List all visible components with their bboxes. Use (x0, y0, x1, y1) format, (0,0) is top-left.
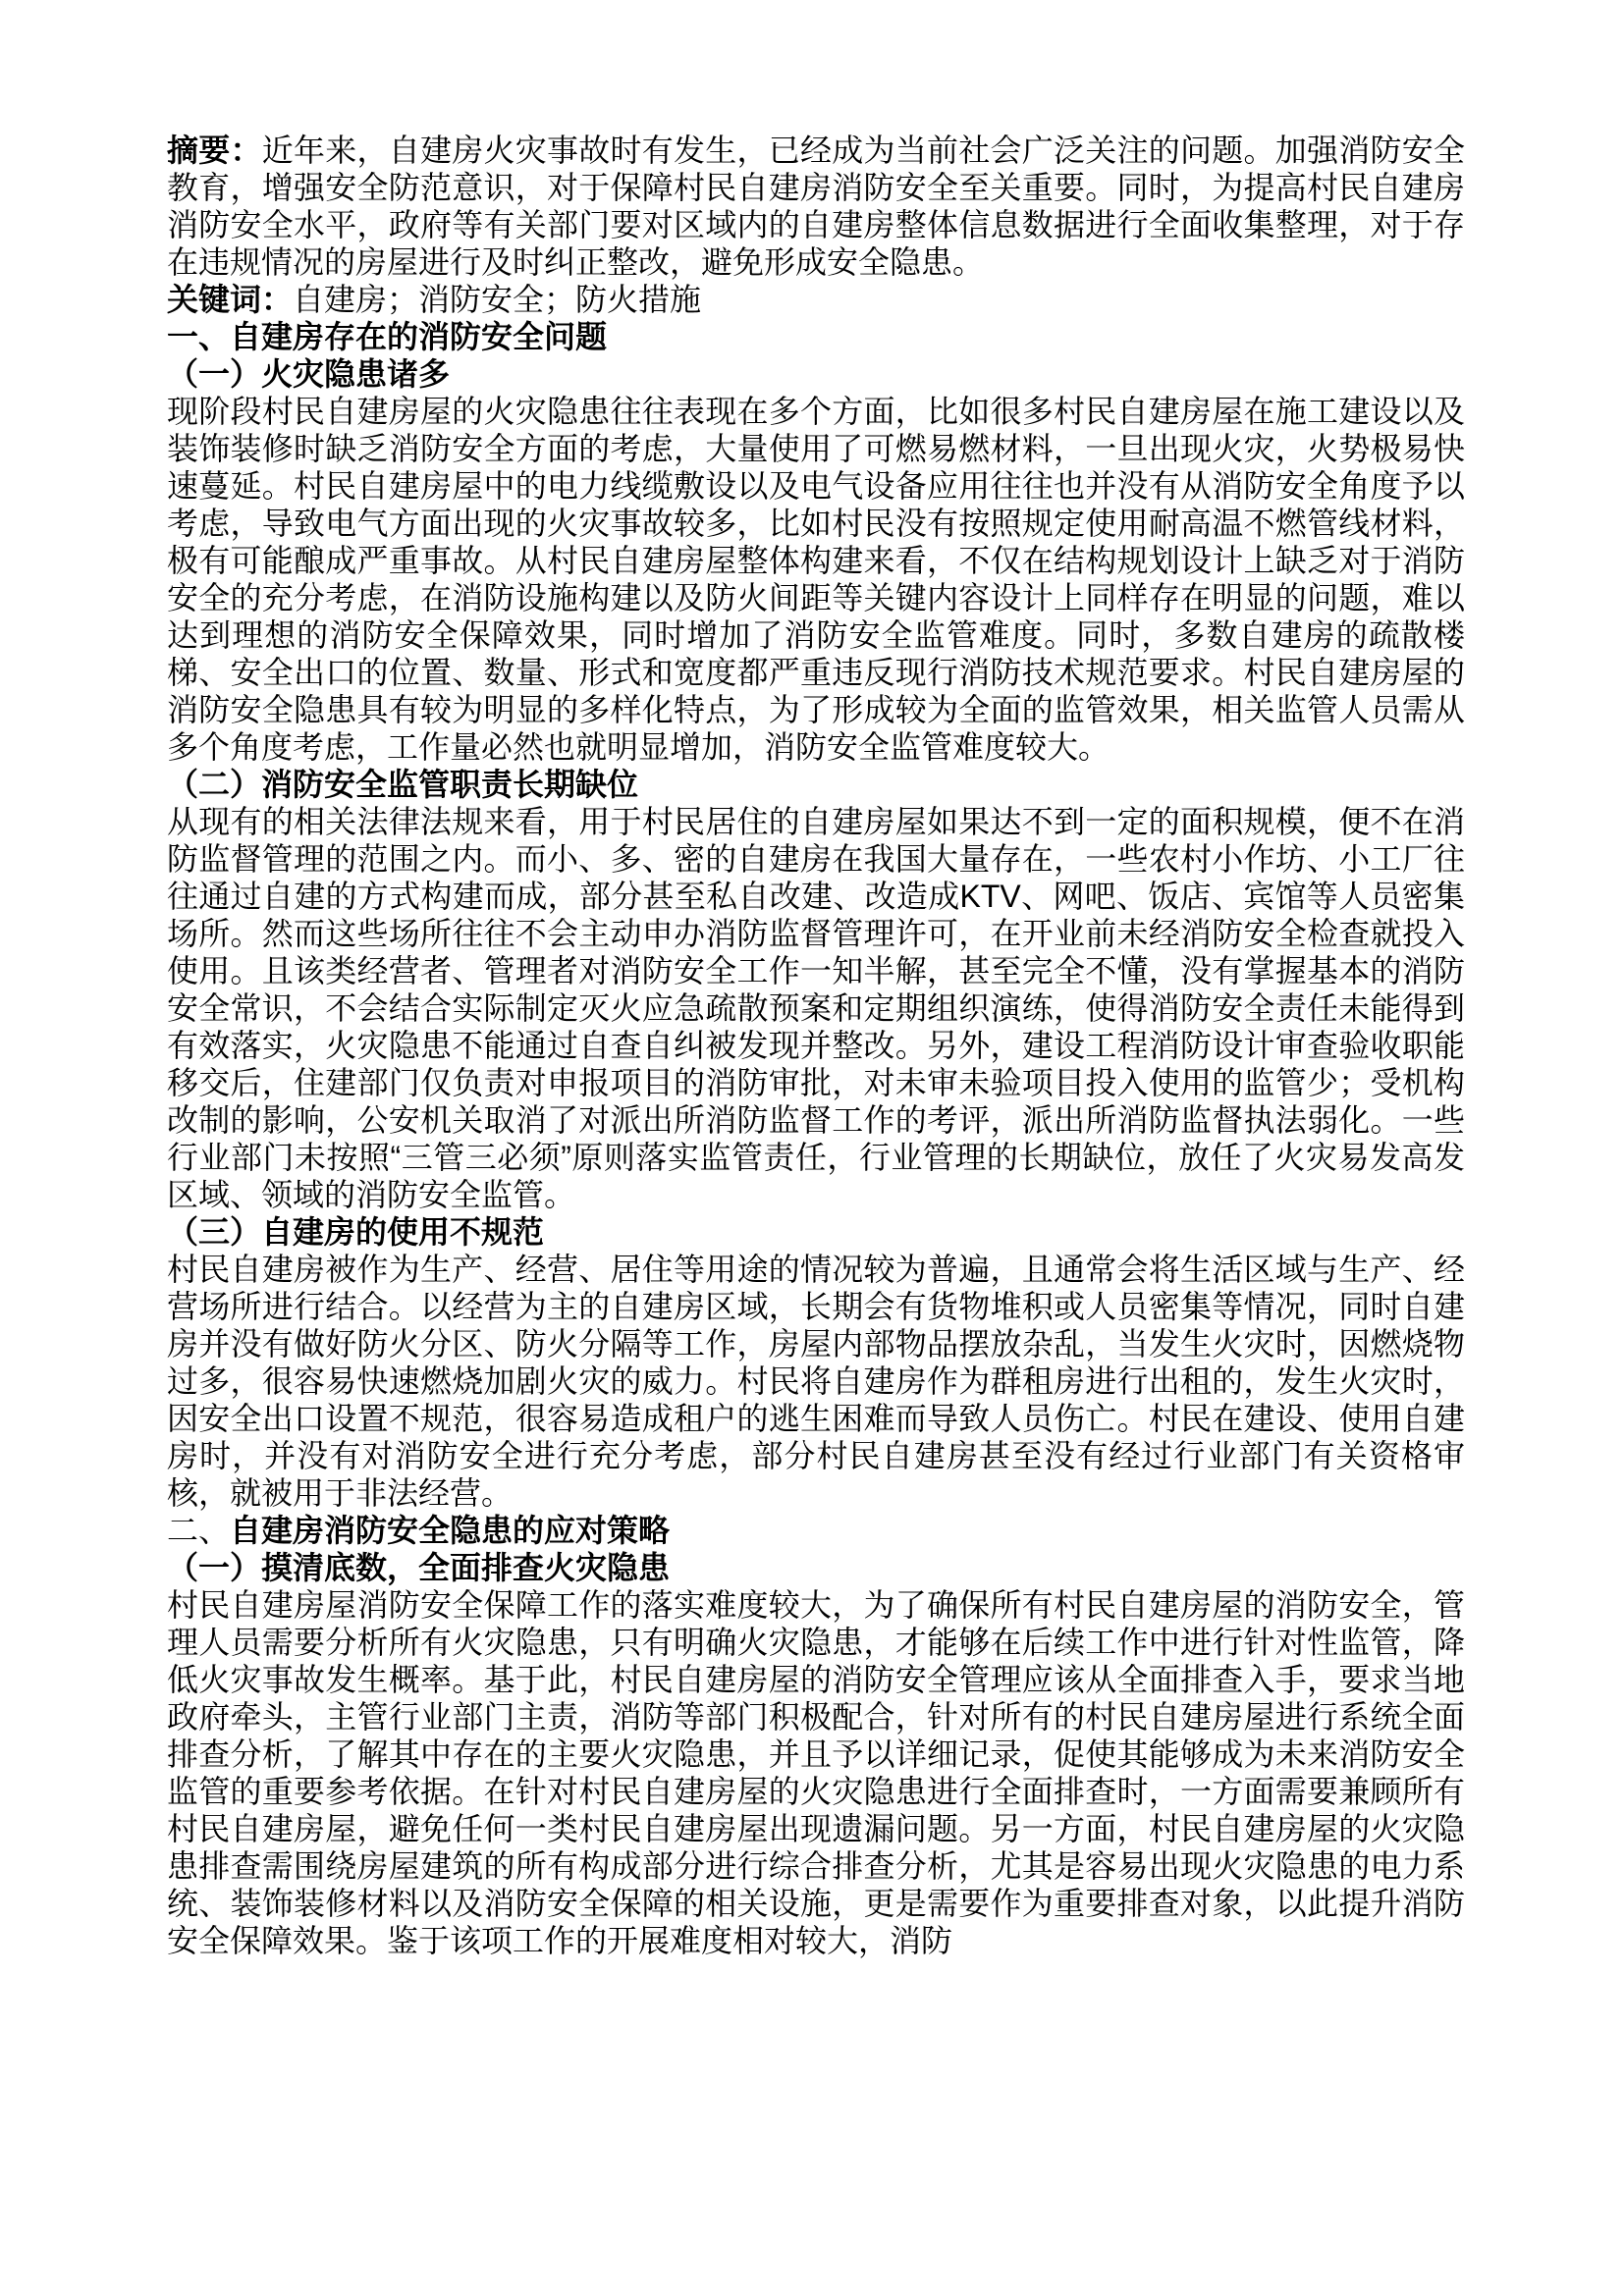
text-run: 现阶段村民自建房屋的火灾隐患往往表现在多个方面，比如很多村民自建房屋在施工建设以及装饰装修时缺乏消防安全方面的考虑，大量使用了可燃易燃材料，一旦出现火灾，火势极易快速蔓延。村民自建房屋中的电力线缆敷设以及电气设备应用往往也并没有从消防安全角度予以考虑，导致电气方面出现的火灾事故较多，比如村民没有按照规定使用耐高温不燃管线材料，极有可能酿成严重事故。从村民自建房屋整体构建来看，不仅在结构规划设计上缺乏对于消防安全的充分考虑，在消防设施构建以及防火间距等关键内容设计上同样存在明显的问题，难以达到理想的消防安全保障效果，同时增加了消防安全监管难度。同时，多数自建房的疏散楼梯、安全出口的位置、数量、形式和宽度都严重违反现行消防技术规范要求。村民自建房屋的消防安全隐患具有较为明显的多样化特点，为了形成较为全面的监管效果，相关监管人员需从多个角度考虑，工作量必然也就明显增加，消防安全监管难度较大。 (167, 394, 1465, 765)
text-run: 二、 (167, 1513, 231, 1548)
text-run: 从现有的相关法律法规来看，用于村民居住的自建房屋如果达不到一定的面积规模，便不在消防监督管理的范围之内。而小、多、密的自建房在我国大量存在，一些农村小作坊、小工厂往往通过自建的方式构建而成，部分甚至私自改建、改造成KTV、网吧、饭店、宾馆等人员密集场所。然而这些场所往往不会主动申办消防监督管理许可，在开业前未经消防安全检查就投入使用。且该类经营者、管理者对消防安全工作一知半解，甚至完全不懂，没有掌握基本的消防安全常识，不会结合实际制定灭火应急疏散预案和定期组织演练，使得消防安全责任未能得到有效落实，火灾隐患不能通过自查自纠被发现并整改。另外，建设工程消防设计审查验收职能移交后，住建部门仅负责对申报项目的消防审批，对未审未验项目投入使用的监管少；受机构改制的影响，公安机关取消了对派出所消防监督工作的考评，派出所消防监督执法弱化。一些行业部门未按照“三管三必须”原则落实监管责任，行业管理的长期缺位，放任了火灾易发高发区域、领域的消防安全监管。 (167, 804, 1465, 1212)
paragraph (167, 1586, 1465, 1959)
paragraph (167, 132, 1465, 281)
paragraph (167, 393, 1465, 766)
heading (167, 318, 1465, 355)
heading (167, 1213, 1465, 1251)
bold-text-run: （二）消防安全监管职责长期缺位 (167, 767, 639, 802)
bold-text-run: （一）火灾隐患诸多 (167, 356, 451, 392)
bold-text-run: 关键词： (167, 282, 294, 317)
bold-text-run: （三）自建房的使用不规范 (167, 1214, 545, 1250)
bold-text-run: 一、自建房存在的消防安全问题 (167, 319, 608, 354)
text-run: 村民自建房被作为生产、经营、居住等用途的情况较为普遍，且通常会将生活区域与生产、经营场所进行结合。以经营为主的自建房区域，长期会有货物堆积或人员密集等情况，同时自建房并没有做好防火分区、防火分隔等工作，房屋内部物品摆放杂乱，当发生火灾时，因燃烧物过多，很容易快速燃烧加剧火灾的威力。村民将自建房作为群租房进行出租的，发生火灾时，因安全出口设置不规范，很容易造成租户的逃生困难而导致人员伤亡。村民在建设、使用自建房时，并没有对消防安全进行充分考虑，部分村民自建房甚至没有经过行业部门有关资格审核，就被用于非法经营。 (167, 1252, 1465, 1511)
heading (167, 766, 1465, 803)
heading (167, 1512, 1465, 1549)
paragraph (167, 803, 1465, 1213)
bold-text-run: （一）摸清底数，全面排查火灾隐患 (167, 1550, 671, 1585)
document-content (167, 132, 1465, 1959)
heading (167, 355, 1465, 393)
bold-text-run: 自建房消防安全隐患的应对策略 (230, 1513, 671, 1548)
bold-text-run: 摘要： (167, 133, 262, 168)
heading (167, 1549, 1465, 1586)
paragraph (167, 281, 1465, 318)
text-run: 村民自建房屋消防安全保障工作的落实难度较大，为了确保所有村民自建房屋的消防安全，管理人员需要分析所有火灾隐患，只有明确火灾隐患，才能够在后续工作中进行针对性监管，降低火灾事故发生概率。基于此，村民自建房屋的消防安全管理应该从全面排查入手，要求当地政府牵头，主管行业部门主责，消防等部门积极配合，针对所有的村民自建房屋进行系统全面排查分析，了解其中存在的主要火灾隐患，并且予以详细记录，促使其能够成为未来消防安全监管的重要参考依据。在针对村民自建房屋的火灾隐患进行全面排查时，一方面需要兼顾所有村民自建房屋，避免任何一类村民自建房屋出现遗漏问题。另一方面，村民自建房屋的火灾隐患排查需围绕房屋建筑的所有构成部分进行综合排查分析，尤其是容易出现火灾隐患的电力系统、装饰装修材料以及消防安全保障的相关设施，更是需要作为重要排查对象，以此提升消防安全保障效果。鉴于该项工作的开展难度相对较大，消防 (167, 1587, 1465, 1958)
paragraph (167, 1251, 1465, 1512)
text-run: 近年来，自建房火灾事故时有发生，已经成为当前社会广泛关注的问题。加强消防安全教育，增强安全防范意识，对于保障村民自建房消防安全至关重要。同时，为提高村民自建房消防安全水平，政府等有关部门要对区域内的自建房整体信息数据进行全面收集整理，对于存在违规情况的房屋进行及时纠正整改，避免形成安全隐患。 (167, 133, 1465, 280)
text-run: 自建房；消防安全；防火措施 (293, 282, 702, 317)
